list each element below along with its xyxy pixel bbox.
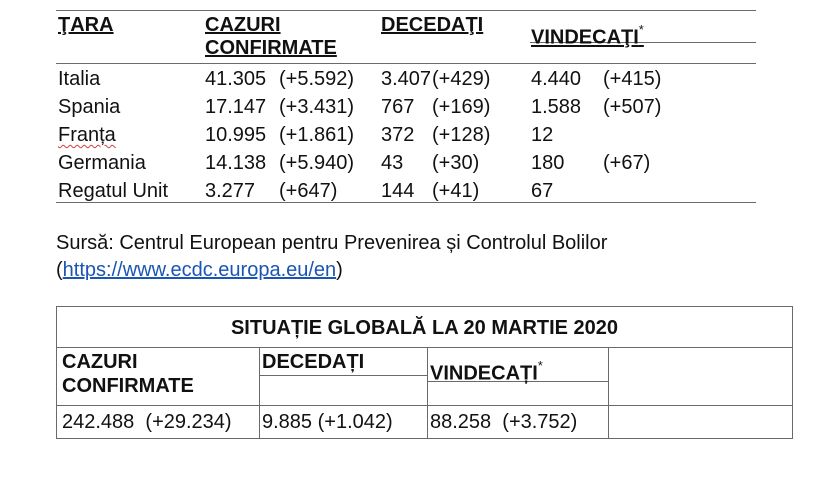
global-decedati-rule <box>259 375 427 376</box>
global-header-decedati: DECEDAȚI <box>262 351 365 373</box>
cell-confirmed: 3.277 <box>205 180 256 202</box>
header-cazuri-line2: CONFIRMATE <box>205 37 337 59</box>
cell-country: Franța <box>58 124 116 146</box>
cell-recovered: 180 <box>531 152 565 174</box>
global-value-deceased: 9.885 (+1.042) <box>262 411 393 433</box>
cell-confirmed-delta: (+647) <box>279 180 338 202</box>
global-header-vindecati-asterisk: * <box>537 358 543 373</box>
cell-deceased-delta: (+128) <box>432 124 491 146</box>
source-paren-close: ) <box>336 259 343 281</box>
global-col-divider-1 <box>259 347 260 438</box>
header-vindecati-label: VINDECAŢI <box>531 26 639 49</box>
cell-recovered-delta: (+507) <box>603 96 662 118</box>
cell-deceased: 144 <box>381 180 415 202</box>
header-cazuri-confirmate <box>205 14 337 60</box>
cell-country: Regatul Unit <box>58 180 169 202</box>
cell-confirmed-delta: (+5.592) <box>279 68 355 90</box>
cell-confirmed: 10.995 <box>205 124 267 146</box>
header-cazuri-line1: CAZURI <box>205 14 281 36</box>
source-text: Sursă: Centrul European pentru Prevenirea și Controlul Bolilor <box>56 232 608 254</box>
cell-deceased: 3.407 <box>381 68 432 90</box>
source-note <box>56 230 607 284</box>
global-value-confirmed: 242.488 (+29.234) <box>62 411 232 433</box>
global-header-vindecati-label: VINDECAȚI <box>430 362 538 385</box>
cell-deceased-delta: (+169) <box>432 96 491 118</box>
cell-recovered: 1.588 <box>531 96 582 118</box>
table-top-rule <box>56 10 756 11</box>
cell-recovered: 4.440 <box>531 68 582 90</box>
cell-confirmed: 41.305 <box>205 68 267 90</box>
cell-confirmed-delta: (+3.431) <box>279 96 355 118</box>
cell-deceased: 372 <box>381 124 415 146</box>
global-value-recovered: 88.258 (+3.752) <box>430 411 578 433</box>
cell-recovered-delta: (+67) <box>603 152 651 174</box>
cell-recovered: 67 <box>531 180 554 202</box>
source-link[interactable]: https://www.ecdc.europa.eu/en <box>62 259 337 281</box>
cell-confirmed: 17.147 <box>205 96 267 118</box>
global-header-cazuri <box>62 350 194 398</box>
cell-confirmed: 14.138 <box>205 152 267 174</box>
global-col-divider-2 <box>427 347 428 438</box>
global-header-cazuri-line1: CAZURI <box>62 351 138 373</box>
cell-recovered-delta: (+415) <box>603 68 662 90</box>
cell-deceased-delta: (+429) <box>432 68 491 90</box>
header-vindecati-asterisk: * <box>638 22 644 37</box>
header-vindecati <box>531 20 644 50</box>
cell-deceased-delta: (+30) <box>432 152 480 174</box>
source-link-line <box>56 257 607 284</box>
global-header-cazuri-line2: CONFIRMATE <box>62 375 194 397</box>
cell-recovered: 12 <box>531 124 554 146</box>
header-decedati: DECEDAŢI <box>381 14 484 36</box>
global-header-vindecati <box>430 356 543 386</box>
header-tara: ŢARA <box>58 14 114 36</box>
header-bottom-rule <box>56 63 756 64</box>
cell-deceased: 767 <box>381 96 415 118</box>
cell-confirmed-delta: (+5.940) <box>279 152 355 174</box>
cell-country: Germania <box>58 152 146 174</box>
cell-deceased: 43 <box>381 152 404 174</box>
cell-deceased-delta: (+41) <box>432 180 480 202</box>
cell-confirmed-delta: (+1.861) <box>279 124 355 146</box>
global-title-rule <box>57 347 792 348</box>
global-col-divider-3 <box>608 347 609 438</box>
global-table <box>56 306 793 439</box>
cell-country: Spania <box>58 96 121 118</box>
source-paren-open: ( <box>56 259 63 281</box>
global-values-top-rule <box>57 405 792 406</box>
cell-country: Italia <box>58 68 101 90</box>
global-title: SITUAȚIE GLOBALĂ LA 20 MARTIE 2020 <box>230 317 619 339</box>
